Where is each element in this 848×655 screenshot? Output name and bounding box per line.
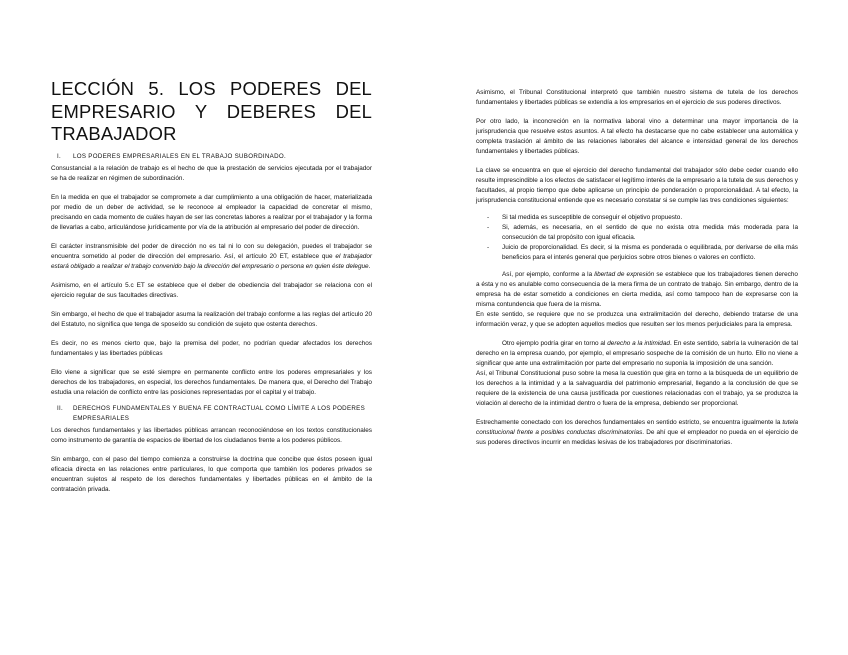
paragraph: Consustancial a la relación de trabajo es el hecho de que la prestación de servicios ejecutada por el trabajador se ha de realizar en régimen de subordinación.	[51, 165, 372, 182]
paragraph	[476, 339, 798, 369]
paragraph: En este sentido, se requiere que no se produzca una extralimitación del derecho, debiendo tratarse de una información veraz, y que se adopten aquellos medios que resulten ser los menos perjudiciales para la empresa.	[476, 311, 798, 328]
right-column	[476, 88, 798, 448]
title-line-2: EMPRESARIO Y DEBERES DEL	[51, 100, 372, 122]
paragraph: Asimismo, en el artículo 5.c ET se establece que el deber de obediencia del trabajador se relaciona con el ejercicio regular de sus facultades directivas.	[51, 282, 372, 299]
emphasis-text: tutela constitucional frente a posibles conductas discriminatorias	[476, 419, 798, 436]
paragraph-text: Estrechamente conectado con los derechos fundamentales en sentido estricto, se encuentra igualmente la	[476, 419, 783, 426]
list-item-text: Si tal medida es susceptible de conseguir el objetivo propuesto.	[502, 214, 683, 221]
section-title: LOS PODERES EMPRESARIALES EN EL TRABAJO SUBORDINADO.	[73, 152, 286, 160]
paragraph: En la medida en que el trabajador se compromete a dar cumplimiento a una obligación de hacer, materializada por medio de un deber de actividad, se le reconoce al empleador la capacidad de concretar el mismo, precisando en cada momento de cuáles hayan de ser las concretas labores a realizar por el trabajador y la forma de llevarlas a cabo, articulándose jurídicamente por vía de la atribución al empresario del poder de dirección.	[51, 194, 372, 231]
paragraph: Sin embargo, el hecho de que el trabajador asuma la realización del trabajo conforme a las reglas del artículo 20 del Estatuto, no significa que tenga de sposeído su condición de sujeto que ostenta derechos.	[51, 311, 372, 328]
list-item-text: Juicio de proporcionalidad. Es decir, si la misma es ponderada o equilibrada, por derivarse de ella más beneficios para el interés general que perjuicios sobre otros bienes o valores en conflicto.	[502, 244, 798, 261]
paragraph-text: . De ahí que el empleador no pueda en el ejercicio de sus poderes directivos incurrir en medidas lesivas de los trabajadores por discriminatorias.	[476, 429, 799, 446]
list-item	[476, 223, 798, 243]
list-item-text: Si, además, es necesaria, en el sentido de que no exista otra medida más moderada para la consecución de tal propósito con igual eficacia.	[502, 224, 798, 241]
quoted-article-text: el trabajador estará obligado a realizar el trabajo convenido bajo la dirección del empresario o persona en quien éste delegue	[51, 253, 372, 270]
paragraph	[51, 242, 372, 272]
paragraph: Asimismo, el Tribunal Constitucional interpretó que también nuestro sistema de tutela de los derechos fundamentales y libertades públicas se extendía a los empresarios en el ejercicio de sus poderes directivos.	[476, 89, 798, 106]
paragraph: Sin embargo, con el paso del tiempo comienza a construirse la doctrina que concibe que éstos poseen igual eficacia directa en las relaciones entre particulares, lo que comporta que también los poderes privados se encuentran sujetos al respeto de los derechos fundamentales y libertades públicas en el ámbito de la contratación privada.	[51, 456, 372, 493]
paragraph: Ello viene a significar que se esté siempre en permanente conflicto entre los poderes empresariales y los derechos de los trabajadores, en especial, los derechos fundamentales. De manera que, el Derecho del Trabajo estudia una relación de conflicto entre las posiciones representadas por el capital y el trabajo.	[51, 369, 372, 396]
paragraph-text: Así, por ejemplo, conforme a la	[502, 271, 595, 278]
section-number: II.	[57, 405, 64, 412]
bullet-mark: -	[487, 214, 490, 221]
paragraph-text: . En este sentido, sabría la vulneración de tal derecho en la empresa cuando, por ejemplo, el empresario sospeche de la comisión de un hurto. Ello no viene a significar que ante una extralimitación por parte del empresario no suponía la imposición de una sanción.	[476, 340, 798, 367]
conditions-list	[476, 213, 798, 263]
paragraph-text: se establece que los trabajadores tienen derecho a ésta y no es anulable como consecuencia de la mera firma de un contrato de trabajo. Sin embargo, dentro de la empresa ha de estar sometido a condiciones en cierta medida, así como tampoco han de expresarse con la misma contundencia que fuera de la misma.	[476, 271, 798, 308]
paragraph-text: El carácter instransmisible del poder de dirección no es tal ni lo con su delegación, puedes el trabajador se encuentra sometido al poder de dirección del empresario. Así, el artículo 20 ET, establece que	[51, 243, 372, 260]
title-line-1: LECCIÓN 5. LOS PODERES DEL	[51, 78, 372, 99]
paragraph	[476, 418, 798, 448]
bullet-mark: -	[487, 244, 490, 251]
list-item	[476, 243, 798, 263]
paragraph: La clave se encuentra en que el ejercicio del derecho fundamental del trabajador sólo debe ceder cuando ello resulte imprescindible a los efectos de satisfacer el legítimo interés de la empresario a la tutela de sus derechos y facultades, al propio tiempo que debe aplicarse un principio de ponderación o proporcionalidad. A tal efecto, la jurisprudencia constitucional entiende que es necesario constatar si se cumple las tres condiciones siguientes:	[476, 167, 798, 204]
emphasis-text: derecho a la intimidad	[607, 340, 670, 347]
section-heading-2	[51, 404, 372, 423]
paragraph: Es decir, no es menos cierto que, bajo la premisa del poder, no podrían quedar afectados los derechos fundamentales y las libertades públicas	[51, 340, 372, 357]
title-line-3: TRABAJADOR	[51, 123, 177, 144]
lesson-title	[51, 78, 372, 146]
paragraph: Así, el Tribunal Constitucional puso sobre la mesa la cuestión que gira en torno a la búsqueda de un equilibrio de los derechos a la intimidad y a la salvaguardia del patrimonio empresarial, llegando a la conclusión de que se requiere de la existencia de una causa justificada por cuestiones relacionadas con el trabajo, ya se produzca la violación al derecho de la intimidad dentro o fuera de la empresa, debiendo ser proporcional.	[476, 370, 798, 407]
list-item	[476, 213, 798, 223]
section-heading-1	[51, 152, 372, 162]
right-page	[424, 0, 848, 655]
paragraph: Por otro lado, la inconcreción en la normativa laboral vino a determinar una mayor importancia de la jurisprudencia que resuelve estos asuntos. A tal efecto ha destacarse que no cabe establecer una automática y completa traslación al ámbito de las relaciones laborales del alcance e intensidad general de los derechos fundamentales y libertades públicas.	[476, 118, 798, 155]
section-title: DERECHOS FUNDAMENTALES Y BUENA FE CONTRACTUAL COMO LÍMITE A LOS PODERES EMPRESARIALES	[73, 405, 365, 422]
section-number: I.	[57, 152, 62, 160]
paragraph-text: .	[368, 263, 371, 270]
bullet-mark: -	[487, 224, 490, 231]
paragraph	[476, 270, 798, 310]
paragraph-text: Otro ejemplo podría girar en torno al	[502, 340, 608, 347]
paragraph: Los derechos fundamentales y las libertades públicas arrancan reconociéndose en los textos constitucionales como instrumento de garantía de espacios de libertad de los ciudadanos frente a los poderes públicos.	[51, 427, 372, 444]
emphasis-text: libertad de expresión	[594, 271, 655, 278]
left-column	[51, 78, 372, 495]
